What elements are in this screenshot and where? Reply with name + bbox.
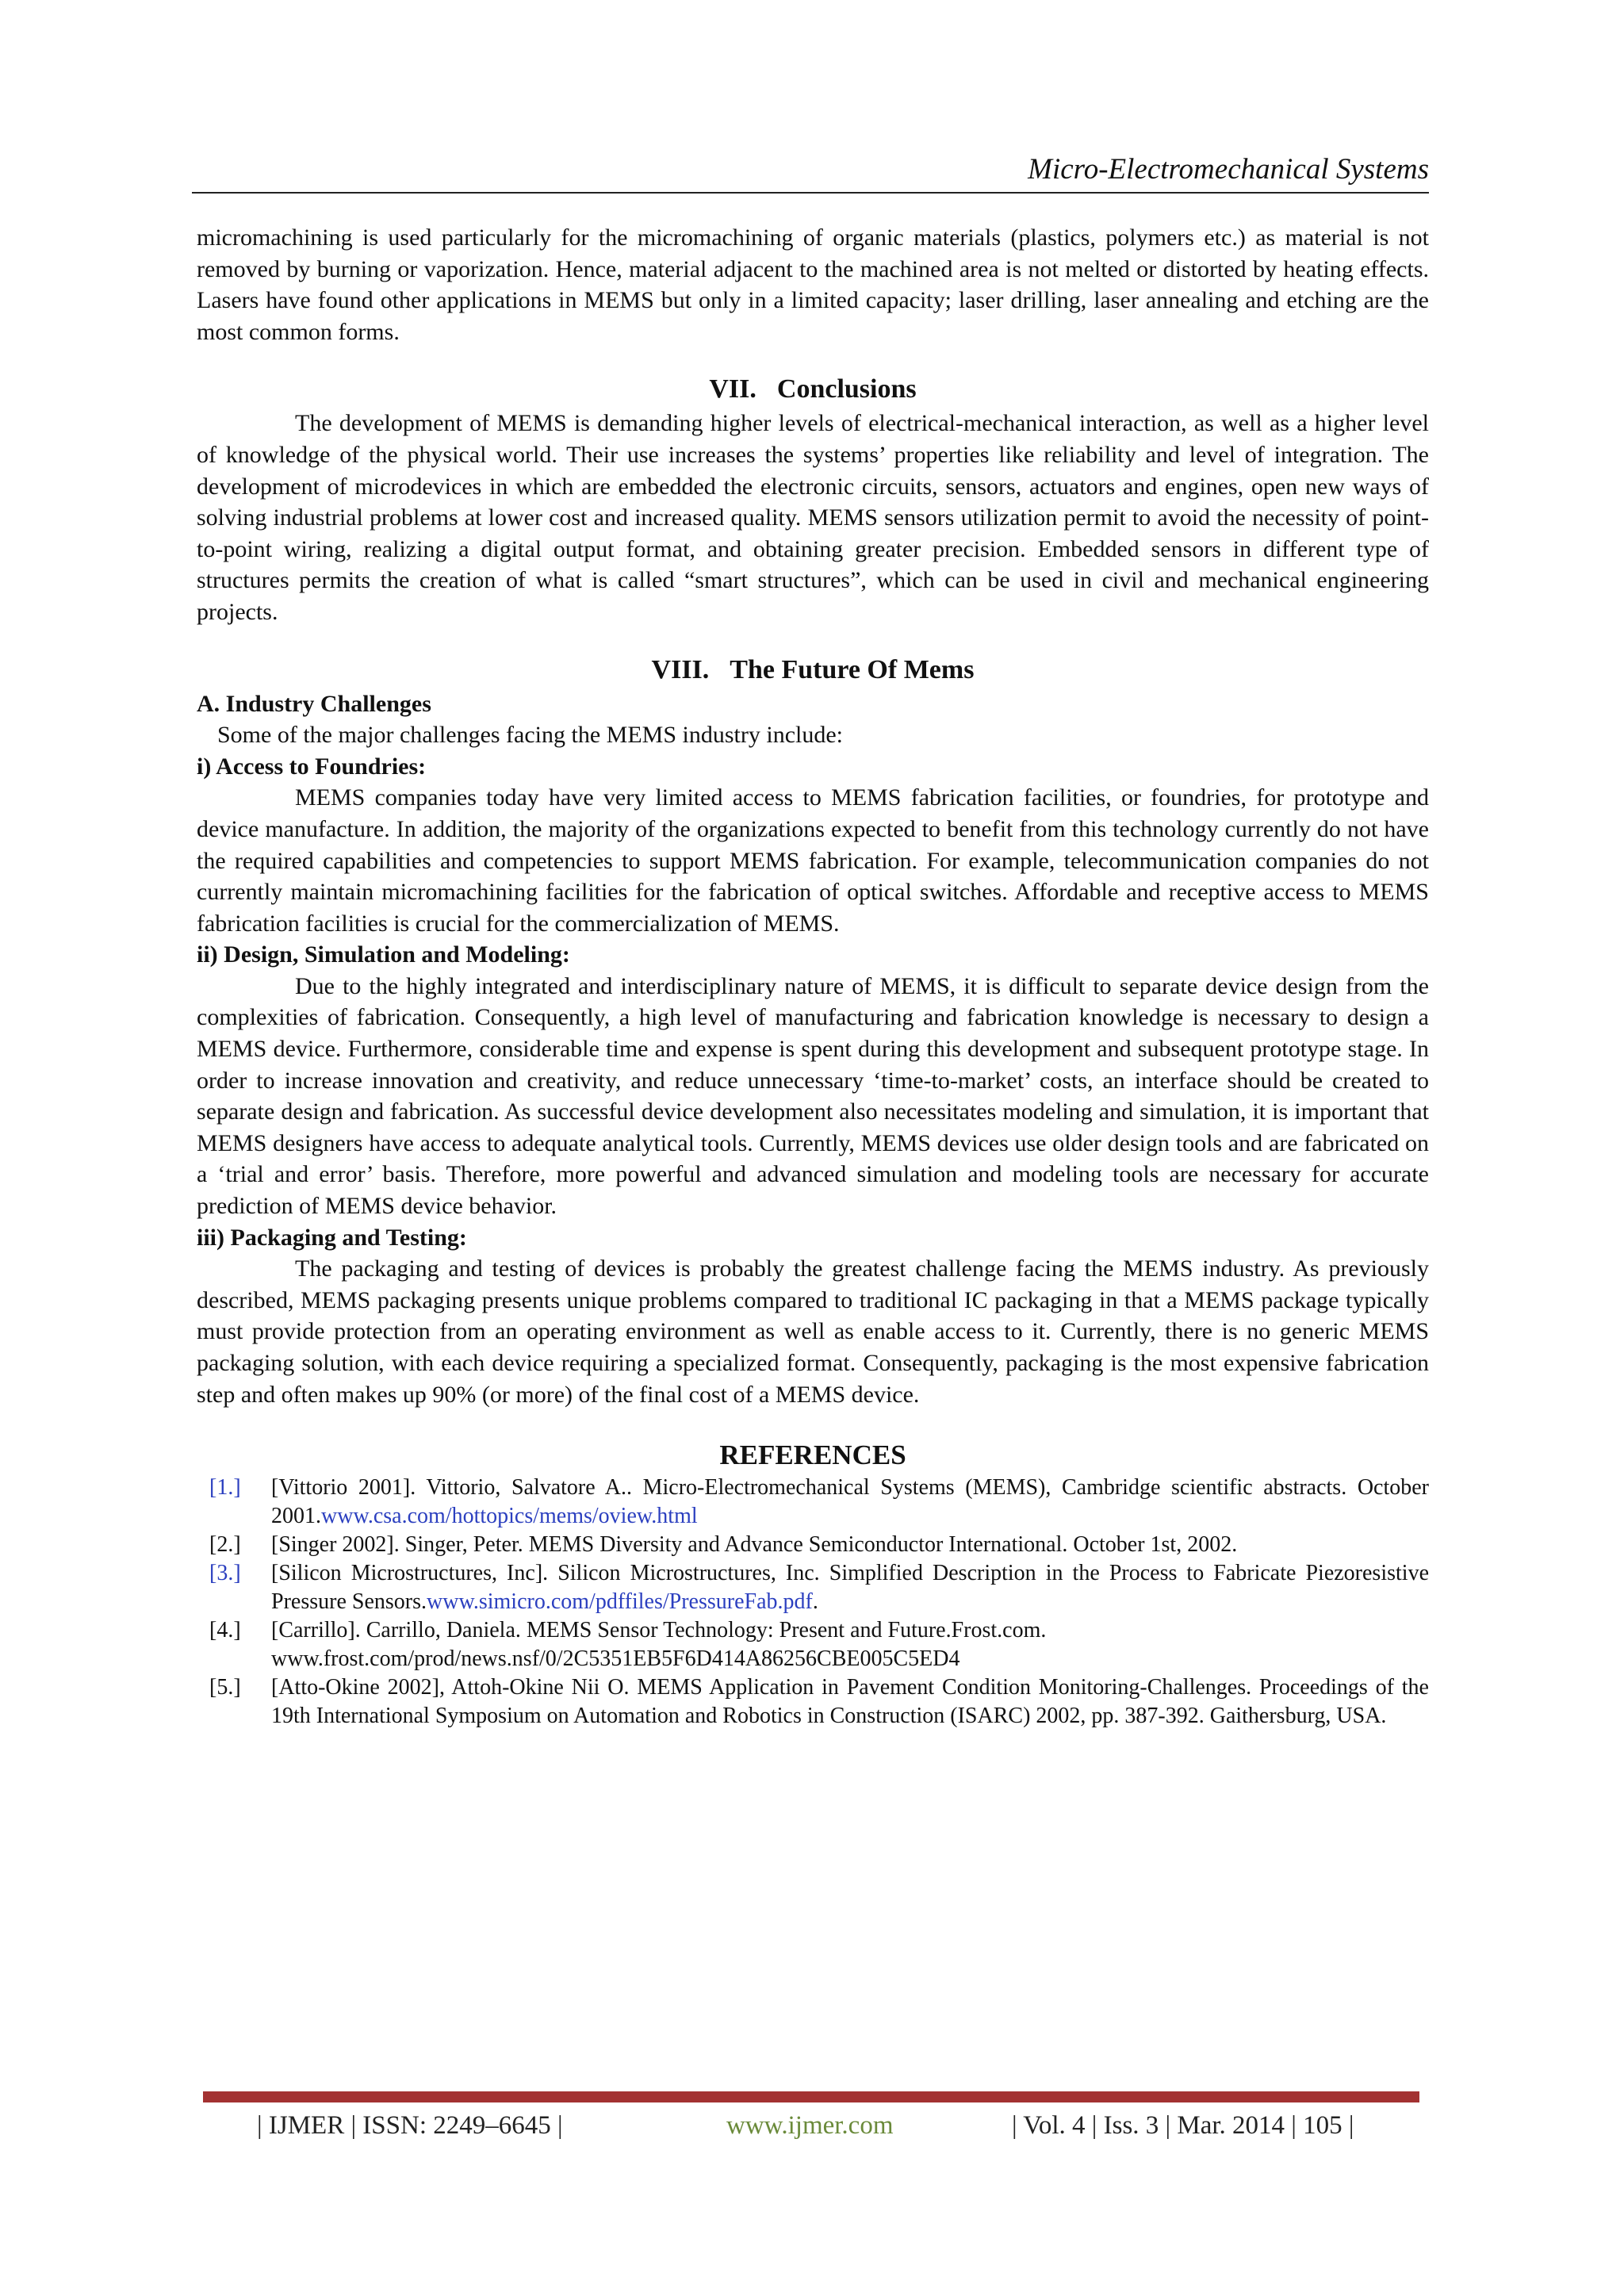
reference-number: [1.] bbox=[209, 1475, 241, 1501]
section-7-heading bbox=[197, 371, 1429, 408]
reference-link[interactable]: www.csa.com/hottopics/mems/oview.html bbox=[321, 1504, 698, 1529]
reference-text: [Atto-Okine 2002], Attoh-Okine Nii O. MEMS Application in Pavement Condition Monitoring-Challenges. Proceedings of the 19th International Symposium on Automation and Robotics in Construction (ISARC) 2002, pp. 387-392. Gaithersburg, USA. bbox=[271, 1675, 1429, 1729]
subheading-packaging-testing: iii) Packaging and Testing: bbox=[197, 1224, 467, 1251]
section-8-title: The Future Of Mems bbox=[730, 654, 975, 684]
access-to-foundries-paragraph: MEMS companies today have very limited access to MEMS fabrication facilities, or foundries, for prototype and device manufacture. In addition, the majority of the organizations expected to benefit from this technology currently do not have the required capabilities and competencies to support MEMS fabrication. For example, telecommunication companies do not currently maintain micromachining facilities for the fabrication of optical switches. Affordable and receptive access to MEMS fabrication facilities is crucial for the commercialization of MEMS. bbox=[197, 784, 1429, 937]
page-body bbox=[197, 222, 1429, 1731]
reference-text bbox=[271, 1616, 1429, 1673]
reference-item bbox=[197, 1559, 1429, 1616]
reference-body: [Vittorio 2001]. Vittorio, Salvatore A.. Micro-Electromechanical Systems (MEMS), Cambridge scientific abstracts. October 2001. bbox=[271, 1475, 1429, 1529]
reference-text: [Singer 2002]. Singer, Peter. MEMS Diversity and Advance Semiconductor International. October 1st, 2002. bbox=[271, 1532, 1238, 1558]
section-8-heading bbox=[197, 652, 1429, 688]
reference-body: [Silicon Microstructures, Inc]. Silicon Microstructures, Inc. Simplified Description in the Process to Fabricate Piezoresistive Pressure Sensors. bbox=[271, 1561, 1429, 1615]
reference-item bbox=[197, 1673, 1429, 1731]
footer-journal-info: | IJMER | ISSN: 2249–6645 | bbox=[257, 2111, 563, 2140]
reference-number: [3.] bbox=[209, 1561, 241, 1586]
reference-link[interactable]: www.simicro.com/pdffiles/PressureFab.pdf bbox=[427, 1589, 813, 1615]
reference-item bbox=[197, 1616, 1429, 1673]
header-rule bbox=[192, 192, 1429, 194]
references-heading: REFERENCES bbox=[719, 1439, 906, 1471]
reference-number: [5.] bbox=[209, 1675, 241, 1700]
subheading-industry-challenges: A. Industry Challenges bbox=[197, 690, 431, 717]
packaging-testing-paragraph: The packaging and testing of devices is probably the greatest challenge facing the MEMS industry. As previously described, MEMS packaging presents unique problems compared to traditional IC packaging in that a MEMS package typically must provide protection from an operating environment as well as enable access to it. Currently, there is no generic MEMS packaging solution, with each device requiring a specialized format. Consequently, packaging is the most expensive fabrication step and often makes up 90% (or more) of the final cost of a MEMS device. bbox=[197, 1255, 1429, 1408]
section-7-title: Conclusions bbox=[776, 374, 917, 404]
reference-url: www.frost.com/prod/news.nsf/0/2C5351EB5F6D414A86256CBE005C5ED4 bbox=[271, 1646, 960, 1672]
section-8-number: VIII. bbox=[651, 654, 710, 684]
reference-number: [4.] bbox=[209, 1618, 241, 1643]
reference-body: [Carrillo]. Carrillo, Daniela. MEMS Sensor Technology: Present and Future.Frost.com. bbox=[271, 1618, 1047, 1643]
section-7-number: VII. bbox=[709, 374, 756, 404]
footer-issue-info: | Vol. 4 | Iss. 3 | Mar. 2014 | 105 | bbox=[1012, 2111, 1354, 2140]
reference-trailing: . bbox=[812, 1589, 818, 1615]
footer-bar bbox=[203, 2091, 1419, 2102]
reference-text bbox=[271, 1559, 1429, 1616]
design-simulation-paragraph: Due to the highly integrated and interdisciplinary nature of MEMS, it is difficult to separate device design from the complexities of fabrication. Consequently, a high level of manufacturing and fabrication knowledge is necessary to design a MEMS device. Furthermore, considerable time and expense is spent during this development and subsequent prototype stage. In order to increase innovation and creativity, and reduce unnecessary ‘time-to-market’ costs, an interface should be created to separate design and fabrication. As successful device development also necessitates modeling and simulation, it is important that MEMS designers have access to adequate analytical tools. Currently, MEMS devices use older design tools and are fabricated on a ‘trial and error’ basis. Therefore, more powerful and advanced simulation and modeling tools are necessary for accurate prediction of MEMS device behavior. bbox=[197, 972, 1429, 1220]
conclusions-paragraph: The development of MEMS is demanding higher levels of electrical-mechanical interaction, as well as a higher level of knowledge of the physical world. Their use increases the systems’ properties like reliability and level of integration. The development of microdevices in which are embedded the electronic circuits, sensors, actuators and engines, open new ways of solving industrial problems at lower cost and increased quality. MEMS sensors utilization permit to avoid the necessity of point-to-point wiring, realizing a digital output format, and obtaining greater precision. Embedded sensors in different type of structures permits the creation of what is called “smart structures”, which can be used in civil and mechanical engineering projects. bbox=[197, 410, 1429, 625]
reference-item bbox=[197, 1474, 1429, 1531]
subheading-design-simulation: ii) Design, Simulation and Modeling: bbox=[197, 941, 570, 968]
footer-website-link[interactable]: www.ijmer.com bbox=[726, 2111, 894, 2140]
reference-number: [2.] bbox=[209, 1532, 241, 1558]
reference-text bbox=[271, 1474, 1429, 1531]
reference-item bbox=[197, 1531, 1429, 1559]
running-header-title: Micro-Electromechanical Systems bbox=[1028, 153, 1429, 186]
challenges-intro: Some of the major challenges facing the MEMS industry include: bbox=[217, 722, 843, 749]
subheading-access-to-foundries: i) Access to Foundries: bbox=[197, 753, 427, 780]
intro-paragraph: micromachining is used particularly for the micromachining of organic materials (plastics, polymers etc.) as material is not removed by burning or vaporization. Hence, material adjacent to the machined area is not melted or distorted by heating effects. Lasers have found other applications in MEMS but only in a limited capacity; laser drilling, laser annealing and etching are the most common forms. bbox=[197, 224, 1429, 345]
